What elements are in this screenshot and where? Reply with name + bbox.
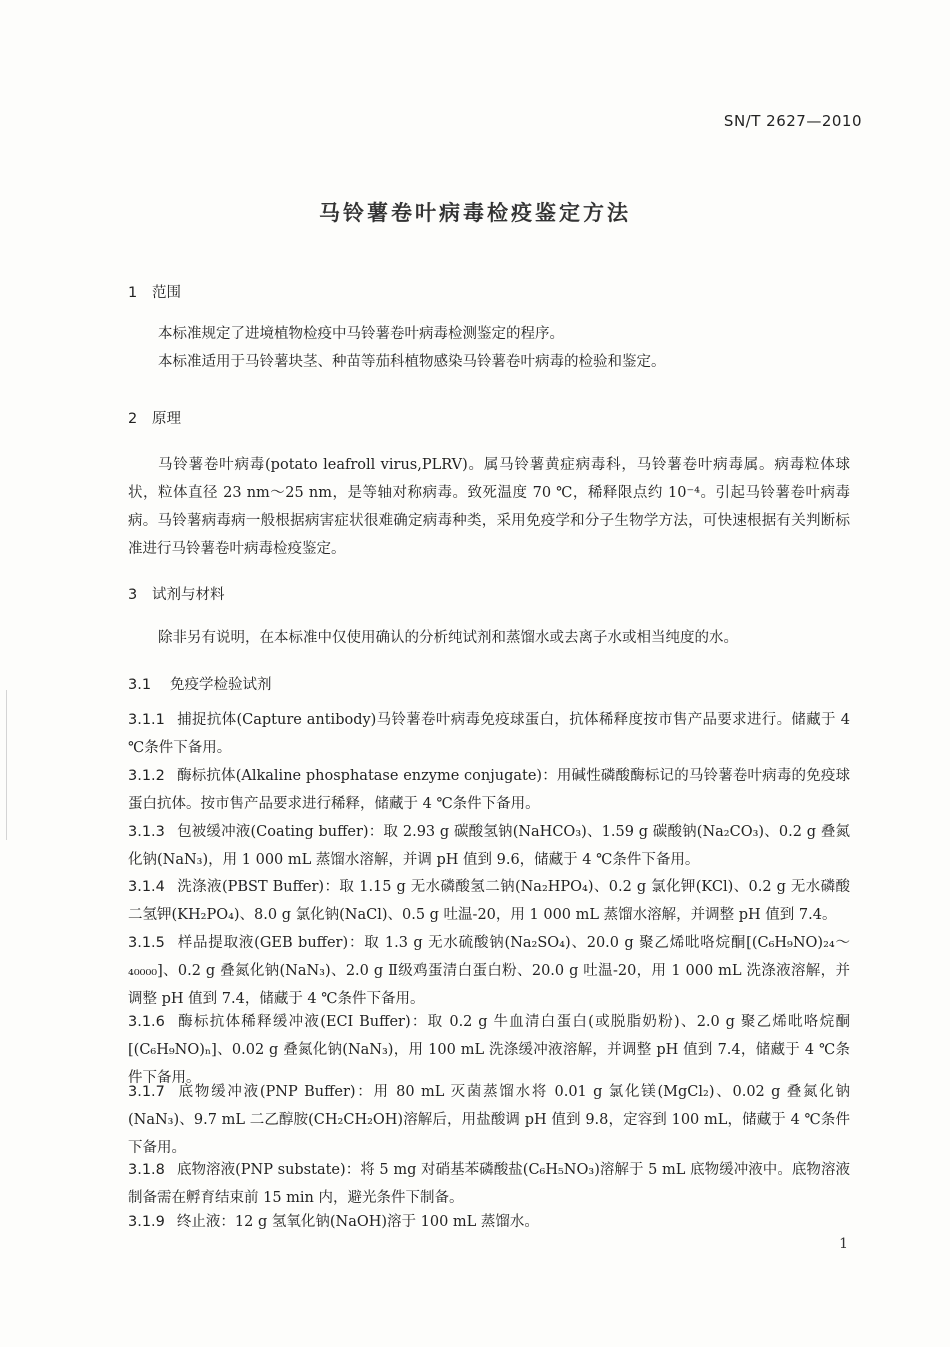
reagent-item (128, 873, 850, 929)
section-title: 原理 (152, 411, 181, 427)
page-number: 1 (839, 1236, 848, 1252)
item-text: 洗涤液(PBST Buffer)：取 1.15 g 无水磷酸氢二钠(Na₂HPO₄)、0.2 g 氯化钾(KCl)、0.2 g 无水磷酸二氢钾(KH₂PO₄)、8.0 g 氯化钠(NaCl)、0.5 g 吐温-20，用 1 000 mL 蒸馏水溶解，并调整 pH 值到 7.4。 (128, 879, 850, 923)
reagent-item (128, 1156, 850, 1212)
reagent-item (128, 1078, 850, 1162)
section-number: 1 (128, 285, 138, 301)
reagent-item (128, 762, 850, 818)
document-title: 马铃薯卷叶病毒检疫鉴定方法 (319, 201, 631, 225)
item-text: 底物溶液(PNP substate)：将 5 mg 对硝基苯磷酸盐(C₆H₅NO₃)溶解于 5 mL 底物缓冲液中。底物溶液制备需在孵育结束前 15 min 内，避光条件下制备。 (128, 1162, 850, 1206)
item-number: 3.1.2 (128, 768, 165, 784)
section-2-heading (128, 407, 181, 428)
item-number: 3.1.7 (128, 1084, 165, 1100)
section-number: 3 (128, 587, 138, 603)
section-3-heading (128, 583, 225, 604)
item-text: 终止液：12 g 氢氧化钠(NaOH)溶于 100 mL 蒸馏水。 (176, 1214, 539, 1230)
item-number: 3.1.5 (128, 935, 165, 951)
item-number: 3.1.6 (128, 1014, 165, 1030)
section-number: 2 (128, 411, 138, 427)
item-number: 3.1.8 (128, 1162, 165, 1178)
standard-number: SN/T 2627—2010 (723, 112, 862, 130)
scan-edge-line (6, 690, 7, 840)
item-text: 捕捉抗体(Capture antibody)马铃薯卷叶病毒免疫球蛋白，抗体稀释度按市售产品要求进行。储藏于 4 ℃条件下备用。 (128, 712, 850, 756)
subsection-number: 3.1 (128, 677, 152, 693)
item-number: 3.1.3 (128, 824, 165, 840)
reagent-item (128, 1208, 850, 1236)
section-title: 范围 (152, 285, 181, 301)
item-number: 3.1.9 (128, 1214, 165, 1230)
reagent-item (128, 818, 850, 874)
item-text: 酶标抗体(Alkaline phosphatase enzyme conjugate)：用碱性磷酸酶标记的马铃薯卷叶病毒的免疫球蛋白抗体。按市售产品要求进行稀释，储藏于 4 ℃条件下备用。 (128, 768, 850, 812)
section-title: 试剂与材料 (152, 587, 225, 603)
subsection-3-1-heading (128, 673, 272, 694)
scope-paragraph-2: 本标准适用于马铃薯块茎、种苗等茄科植物感染马铃薯卷叶病毒的检验和鉴定。 (158, 354, 666, 370)
subsection-title: 免疫学检验试剂 (170, 677, 272, 693)
reagent-item (128, 706, 850, 762)
item-text: 底物缓冲液(PNP Buffer)：用 80 mL 灭菌蒸馏水将 0.01 g 氯化镁(MgCl₂)、0.02 g 叠氮化钠(NaN₃)、9.7 mL 二乙醇胺(CH₂CH₂OH)溶解后，用盐酸调 pH 值到 9.8，定容到 100 mL，储藏于 4 ℃条件下备用。 (128, 1084, 850, 1156)
item-number: 3.1.1 (128, 712, 165, 728)
item-text: 酶标抗体稀释缓冲液(ECI Buffer)：取 0.2 g 牛血清白蛋白(或脱脂奶粉)、2.0 g 聚乙烯吡咯烷酮[(C₆H₉NO)ₙ]、0.02 g 叠氮化钠(NaN₃)，用 100 mL 洗涤缓冲液溶解，并调整 pH 值到 7.4，储藏于 4 ℃条件下备用。 (128, 1014, 850, 1086)
item-number: 3.1.4 (128, 879, 165, 895)
scope-paragraph-1: 本标准规定了进境植物检疫中马铃薯卷叶病毒检测鉴定的程序。 (158, 326, 564, 342)
section-1-heading (128, 281, 181, 302)
reagent-item (128, 929, 850, 1013)
reagents-intro-paragraph: 除非另有说明，在本标准中仅使用确认的分析纯试剂和蒸馏水或去离子水或相当纯度的水。 (158, 630, 738, 646)
principle-paragraph: 马铃薯卷叶病毒(potato leafroll virus,PLRV)。属马铃薯黄症病毒科，马铃薯卷叶病毒属。病毒粒体球状，粒体直径 23 nm～25 nm，是等轴对称病毒。致死温度 70 ℃，稀释限点约 10⁻⁴。引起马铃薯卷叶病毒病。马铃薯病毒病一般根据病害症状很难确定病毒种类，采用免疫学和分子生物学方法，可快速根据有关判断标准进行马铃薯卷叶病毒检疫鉴定。 (128, 457, 850, 557)
item-text: 包被缓冲液(Coating buffer)：取 2.93 g 碳酸氢钠(NaHCO₃)、1.59 g 碳酸钠(Na₂CO₃)、0.2 g 叠氮化钠(NaN₃)，用 1 000 mL 蒸馏水溶解，并调 pH 值到 9.6，储藏于 4 ℃条件下备用。 (128, 824, 850, 868)
item-text: 样品提取液(GEB buffer)：取 1.3 g 无水硫酸钠(Na₂SO₄)、20.0 g 聚乙烯吡咯烷酮[(C₆H₉NO)₂₄～₄₀₀₀₀]、0.2 g 叠氮化钠(NaN₃)、2.0 g Ⅱ级鸡蛋清白蛋白粉、20.0 g 吐温-20，用 1 000 mL 洗涤液溶解，并调整 pH 值到 7.4，储藏于 4 ℃条件下备用。 (128, 935, 850, 1007)
